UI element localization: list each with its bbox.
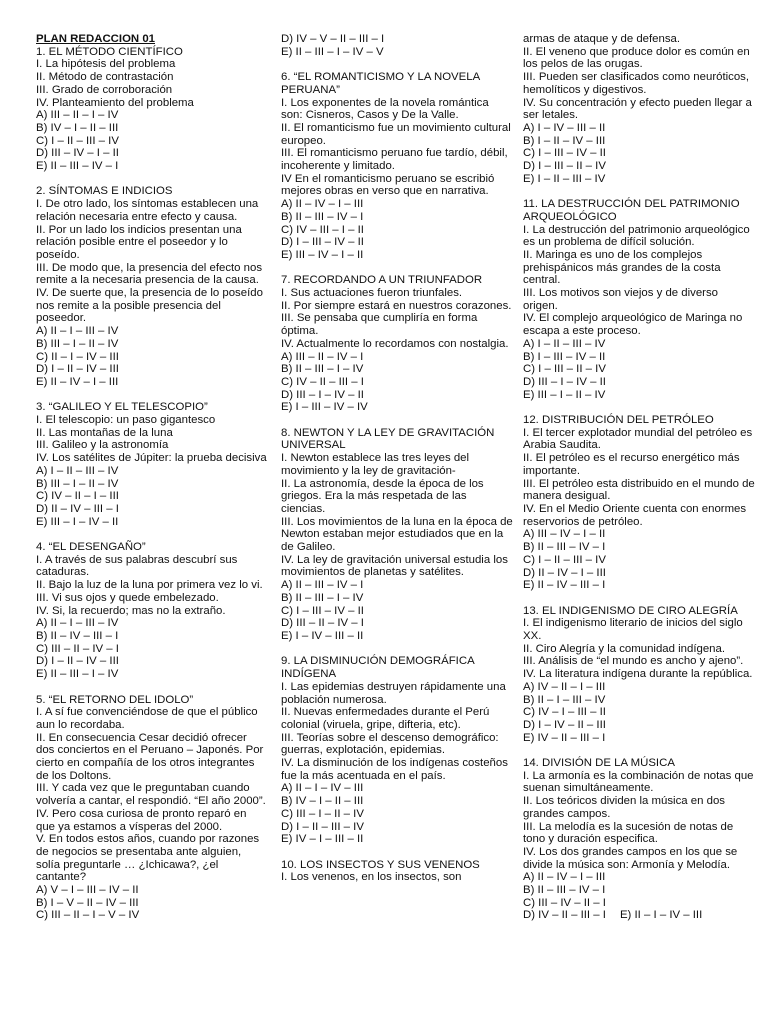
question-block <box>281 655 513 846</box>
answer-option: B) II – III – IV – I <box>281 210 364 223</box>
statement-line: III. Pueden ser clasificados como neuróticos, hemolíticos y digestivos. <box>523 71 750 96</box>
statement-line: II. En consecuencia Cesar decidió ofrecer dos conciertos en el Peruano – Japonés. Por cierto en compañía de los otros integrantes de los Doltons. <box>36 731 264 782</box>
answer-option: D) II – IV – I – III <box>523 566 606 579</box>
statement-line: IV En el romanticismo peruano se escribió mejores obras en verso que en narrativa. <box>281 172 495 198</box>
column-2 <box>281 33 513 897</box>
answer-option: B) III – I – II – IV <box>36 337 119 350</box>
statement-line: III. Y cada vez que le preguntaban cuando volvería a cantar, el respondió. “El año 2000”. <box>36 782 266 808</box>
answer-option: A) V – I – III – IV – II <box>36 884 139 897</box>
answer-option: A) IV – II – I – III <box>523 680 606 693</box>
answer-option: B) II – III – I – IV <box>281 363 364 376</box>
question-block <box>36 185 268 388</box>
answer-option: E) III – IV – I – II <box>281 248 364 261</box>
statement-line: II. Las montañas de la luna <box>36 426 173 439</box>
statement-line: I. Los venenos, en los insectos, son <box>281 871 462 884</box>
answer-option: D) I – III – IV – II <box>281 236 364 249</box>
statement-line: IV. Si, la recuerdo; mas no la extraño. <box>36 604 226 617</box>
question-block <box>36 694 268 923</box>
question-title: 11. LA DESTRUCCIÓN DEL PATRIMONIO ARQUEOLÓGICO <box>523 198 740 223</box>
answer-option: D) III – I – IV – II <box>281 388 364 401</box>
answer-option: C) I – II – III – IV <box>36 134 119 147</box>
question-block <box>523 605 755 745</box>
answer-option: B) IV – I – II – III <box>36 121 119 134</box>
answer-option: E) IV – II – III – I <box>523 731 606 744</box>
statement-line: IV. De suerte que, la presencia de lo poseído nos remite a la posible presencia del poseedor. <box>36 287 263 325</box>
statement-line: II. El romanticismo fue un movimiento cultural europeo. <box>281 121 511 147</box>
statement-line: I. Las epidemias destruyen rápidamente una población numerosa. <box>281 680 506 706</box>
statement-line: IV. Los dos grandes campos en los que se divide la música son: Armonía y Melodía. <box>523 845 738 871</box>
statement-line: I. De otro lado, los síntomas establecen una relación necesaria entre efecto y causa. <box>36 198 259 223</box>
statement-line: IV. En el Medio Oriente cuenta con enormes reservorios de petróleo. <box>523 502 747 528</box>
question-title: 9. LA DISMINUCIÓN DEMOGRÁFICA INDÍGENA <box>281 655 475 681</box>
statement-line: II. Método de contrastación <box>36 71 174 84</box>
question-title: 2. SÍNTOMAS E INDICIOS <box>36 185 173 198</box>
statement-line: IV. El complejo arqueológico de Maringa no escapa a este proceso. <box>523 312 743 338</box>
statement-line: IV. La literatura indígena durante la república. <box>523 668 753 681</box>
answer-option: E) II – III – IV – I <box>36 160 119 173</box>
answer-option: C) III – II – I – V – IV <box>36 909 140 922</box>
statement-line: III. Análisis de “el mundo es ancho y ajeno”. <box>523 655 744 668</box>
question-title: 7. RECORDANDO A UN TRIUNFADOR <box>281 274 483 287</box>
answer-option: E) II – III – I – IV – V <box>281 45 384 58</box>
answer-option: C) IV – III – I – II <box>281 223 364 236</box>
question-title: 8. NEWTON Y LA LEY DE GRAVITACIÓN UNIVERSAL <box>281 426 495 452</box>
statement-line: II. Bajo la luz de la luna por primera vez lo vi. <box>36 579 263 592</box>
column-3 <box>523 33 755 935</box>
answer-option: C) I – III – IV – II <box>281 604 364 617</box>
answer-option: B) II – I – III – IV <box>523 693 606 706</box>
answer-option: A) II – I – IV – III <box>281 782 364 795</box>
answer-option: C) I – III – II – IV <box>523 363 606 376</box>
statement-line: IV. Los satélites de Júpiter: la prueba decisiva <box>36 452 267 465</box>
statement-line: armas de ataque y de defensa. <box>523 33 681 45</box>
answer-option: E) I – II – III – IV <box>523 172 606 185</box>
answer-option: B) II – III – IV – I <box>523 541 606 554</box>
statement-line: I. Newton establece las tres leyes del movimiento y la ley de gravitación- <box>281 452 470 477</box>
statement-line: II. Maringa es uno de los complejos prehispánicos más grandes de la costa central. <box>523 248 721 287</box>
column-1 <box>36 33 268 935</box>
statement-line: III. Teorías sobre el descenso demográfico: guerras, explotación, epidemias. <box>281 731 499 757</box>
answer-option: D) III – I – IV – II <box>523 375 606 388</box>
answer-option: C) III – I – II – IV <box>281 807 364 820</box>
question-block <box>281 33 513 58</box>
statement-line: I. Sus actuaciones fueron triunfales. <box>281 287 463 300</box>
answer-option: D) II – IV – III – I <box>36 502 119 515</box>
question-block <box>523 757 755 922</box>
answer-option: A) III – IV – I – II <box>523 528 606 541</box>
question-title: 13. EL INDIGENISMO DE CIRO ALEGRÍA <box>523 604 738 617</box>
answer-option: B) I – V – II – IV – III <box>36 896 139 909</box>
answer-option: D) III – IV – I – II <box>36 147 119 160</box>
question-block <box>523 414 755 592</box>
statement-line: III. Grado de corroboración <box>36 83 173 96</box>
statement-line: III. Galileo y la astronomía <box>36 439 169 452</box>
answer-option: E) II – IV – III – I <box>523 579 606 592</box>
statement-line: III. De modo que, la presencia del efecto nos remite a la necesaria presencia de la causa. <box>36 261 263 287</box>
answer-option: A) II – I – III – IV <box>36 617 119 630</box>
answer-option: E) I – III – IV – IV <box>281 401 368 414</box>
question-title: 1. EL MÉTODO CIENTÍFICO <box>36 45 183 58</box>
statement-line: I. La hipótesis del problema <box>36 58 176 71</box>
question-block <box>281 859 513 884</box>
statement-line: I. El tercer explotador mundial del petróleo es Arabia Saudita. <box>523 426 753 452</box>
answer-option: C) II – I – IV – III <box>36 350 119 363</box>
answer-option: D) III – II – IV – I <box>281 617 364 630</box>
statement-line: II. Nuevas enfermedades durante el Perú colonial (viruela, gripe, difteria, etc). <box>281 706 490 731</box>
answer-option: B) IV – I – II – III <box>281 795 364 808</box>
answer-option: C) I – II – III – IV <box>523 553 606 566</box>
answer-option: C) III – IV – II – I <box>523 896 606 909</box>
answer-option: D) I – II – III – IV <box>281 820 364 833</box>
question-block <box>281 71 513 262</box>
statement-line: I. El indigenismo literario de inicios del siglo XX. <box>523 617 743 642</box>
statement-line: III. El romanticismo peruano fue tardío, débil, incoherente y limitado. <box>281 147 508 173</box>
statement-line: II. El petróleo es el recurso energético más importante. <box>523 452 740 477</box>
question-title: 14. DIVISIÓN DE LA MÚSICA <box>523 757 675 770</box>
statement-line: II. El veneno que produce dolor es común en los pelos de las orugas. <box>523 45 750 71</box>
answer-option: E) II – IV – I – III <box>36 375 119 388</box>
answer-option: A) II – III – IV – I <box>281 579 364 592</box>
answer-option: D) I – II – IV – III <box>36 655 119 668</box>
statement-line: IV. La ley de gravitación universal estudia los movimientos de planetas y satélites. <box>281 553 508 579</box>
question-block <box>281 427 513 643</box>
answer-option: B) II – III – I – IV <box>281 591 364 604</box>
answer-option: A) III – II – I – IV <box>36 109 119 122</box>
question-block <box>281 274 513 414</box>
statement-line: II. Por un lado los indicios presentan una relación posible entre el poseedor y lo poseído. <box>36 223 242 261</box>
question-block <box>36 541 268 681</box>
question-block <box>523 33 755 185</box>
statement-line: IV. Pero cosa curiosa de pronto reparó en que ya estamos a vísperas del 2000. <box>36 807 247 833</box>
answer-option: C) IV – II – I – III <box>36 490 119 503</box>
statement-line: II. Ciro Alegría y la comunidad indígena. <box>523 642 725 655</box>
statement-line: III. Se pensaba que cumpliría en forma óptima. <box>281 312 478 338</box>
statement-line: V. En todos estos años, cuando por razones de negocios se presentaba ante alguien, solía preguntarle … ¿Ichicawa?, ¿el cantante? <box>36 833 260 884</box>
question-title: 10. LOS INSECTOS Y SUS VENENOS <box>281 858 480 871</box>
statement-line: I. La destrucción del patrimonio arqueológico es un problema de difícil solución. <box>523 223 750 249</box>
question-title: 4. “EL DESENGAÑO” <box>36 541 146 554</box>
statement-line: I. A sí fue convenciéndose de que el público aun lo recordaba. <box>36 706 258 731</box>
statement-line: III. La melodía es la sucesión de notas de tono y duración especifica. <box>523 820 734 846</box>
answer-option: E) II – I – IV – III <box>619 909 703 922</box>
question-title: 5. “EL RETORNO DEL IDOLO” <box>36 693 194 706</box>
question-title: 3. “GALILEO Y EL TELESCOPIO” <box>36 401 208 414</box>
statement-line: III. Los motivos son viejos y de diverso origen. <box>523 287 718 312</box>
answer-option: A) II – I – III – IV <box>36 325 119 338</box>
answer-option: C) I – III – IV – II <box>523 147 606 160</box>
answer-option: C) IV – I – III – II <box>523 706 606 719</box>
answer-option: B) I – III – IV – II <box>523 350 606 363</box>
statement-line: IV. La disminución de los indígenas costeños fue la más acentuada en el país. <box>281 757 508 782</box>
answer-option: A) II – IV – I – III <box>523 871 606 884</box>
answer-option: B) II – III – IV – I <box>523 884 606 897</box>
statement-line: II. Los teóricos dividen la música en dos grandes campos. <box>523 795 725 820</box>
answer-option: E) IV – I – III – II <box>281 833 364 846</box>
answer-option: A) I – II – III – IV <box>36 464 119 477</box>
question-title: 12. DISTRIBUCIÓN DEL PETRÓLEO <box>523 414 714 427</box>
statement-line: II. La astronomía, desde la época de los griegos. Era la más respetada de las ciencias. <box>281 477 484 515</box>
answer-option: A) II – IV – I – III <box>281 198 364 211</box>
answer-option: B) II – IV – III – I <box>36 630 119 642</box>
answer-option: B) I – II – IV – III <box>523 134 606 147</box>
answer-option: B) III – I – II – IV <box>36 477 119 490</box>
answer-option: E) III – I – II – IV <box>523 388 606 401</box>
statement-line: IV. Planteamiento del problema <box>36 96 194 109</box>
statement-line: IV. Su concentración y efecto pueden llegar a ser letales. <box>523 96 752 122</box>
answer-option: D) I – II – IV – III <box>36 363 119 376</box>
statement-line: I. Los exponentes de la novela romántica son: Cisneros, Casos y De la Valle. <box>281 96 489 122</box>
answer-option: A) III – II – IV – I <box>281 350 364 363</box>
statement-line: II. Por siempre estará en nuestros corazones. <box>281 299 512 312</box>
statement-line: III. Vi sus ojos y quede embelezado. <box>36 591 219 604</box>
answer-option: D) IV – II – III – I E) II – I – IV – III <box>523 909 703 922</box>
answer-option: E) III – I – IV – II <box>36 515 119 528</box>
statement-line: III. Los movimientos de la luna en la época de Newton estaban mejor estudiados que en la de Galileo. <box>281 515 513 554</box>
question-block <box>36 46 268 173</box>
answer-option: C) IV – II – III – I <box>281 375 364 388</box>
answer-option: E) II – III – I – IV <box>36 668 119 681</box>
question-block <box>36 401 268 528</box>
statement-line: I. A través de sus palabras descubrí sus cataduras. <box>36 553 238 579</box>
answer-option: A) I – IV – III – II <box>523 121 606 134</box>
statement-line: I. El telescopio: un paso gigantesco <box>36 414 216 427</box>
statement-line: III. El petróleo esta distribuido en el mundo de manera desigual. <box>523 477 755 503</box>
answer-option: A) I – II – III – IV <box>523 337 606 350</box>
statement-line: I. La armonía es la combinación de notas que suenan simultáneamente. <box>523 769 754 795</box>
document-title: PLAN REDACCION 01 <box>36 33 155 45</box>
answer-option: E) I – IV – III – II <box>281 630 364 642</box>
question-title: 6. “EL ROMANTICISMO Y LA NOVELA PERUANA” <box>281 71 480 96</box>
answer-option: D) I – IV – II – III <box>523 718 606 731</box>
statement-line: IV. Actualmente lo recordamos con nostalgia. <box>281 337 509 350</box>
answer-option: C) III – II – IV – I <box>36 642 119 655</box>
question-block <box>523 198 755 401</box>
answer-option: D) IV – V – II – III – I <box>281 33 385 45</box>
answer-option: D) I – III – II – IV <box>523 160 606 173</box>
